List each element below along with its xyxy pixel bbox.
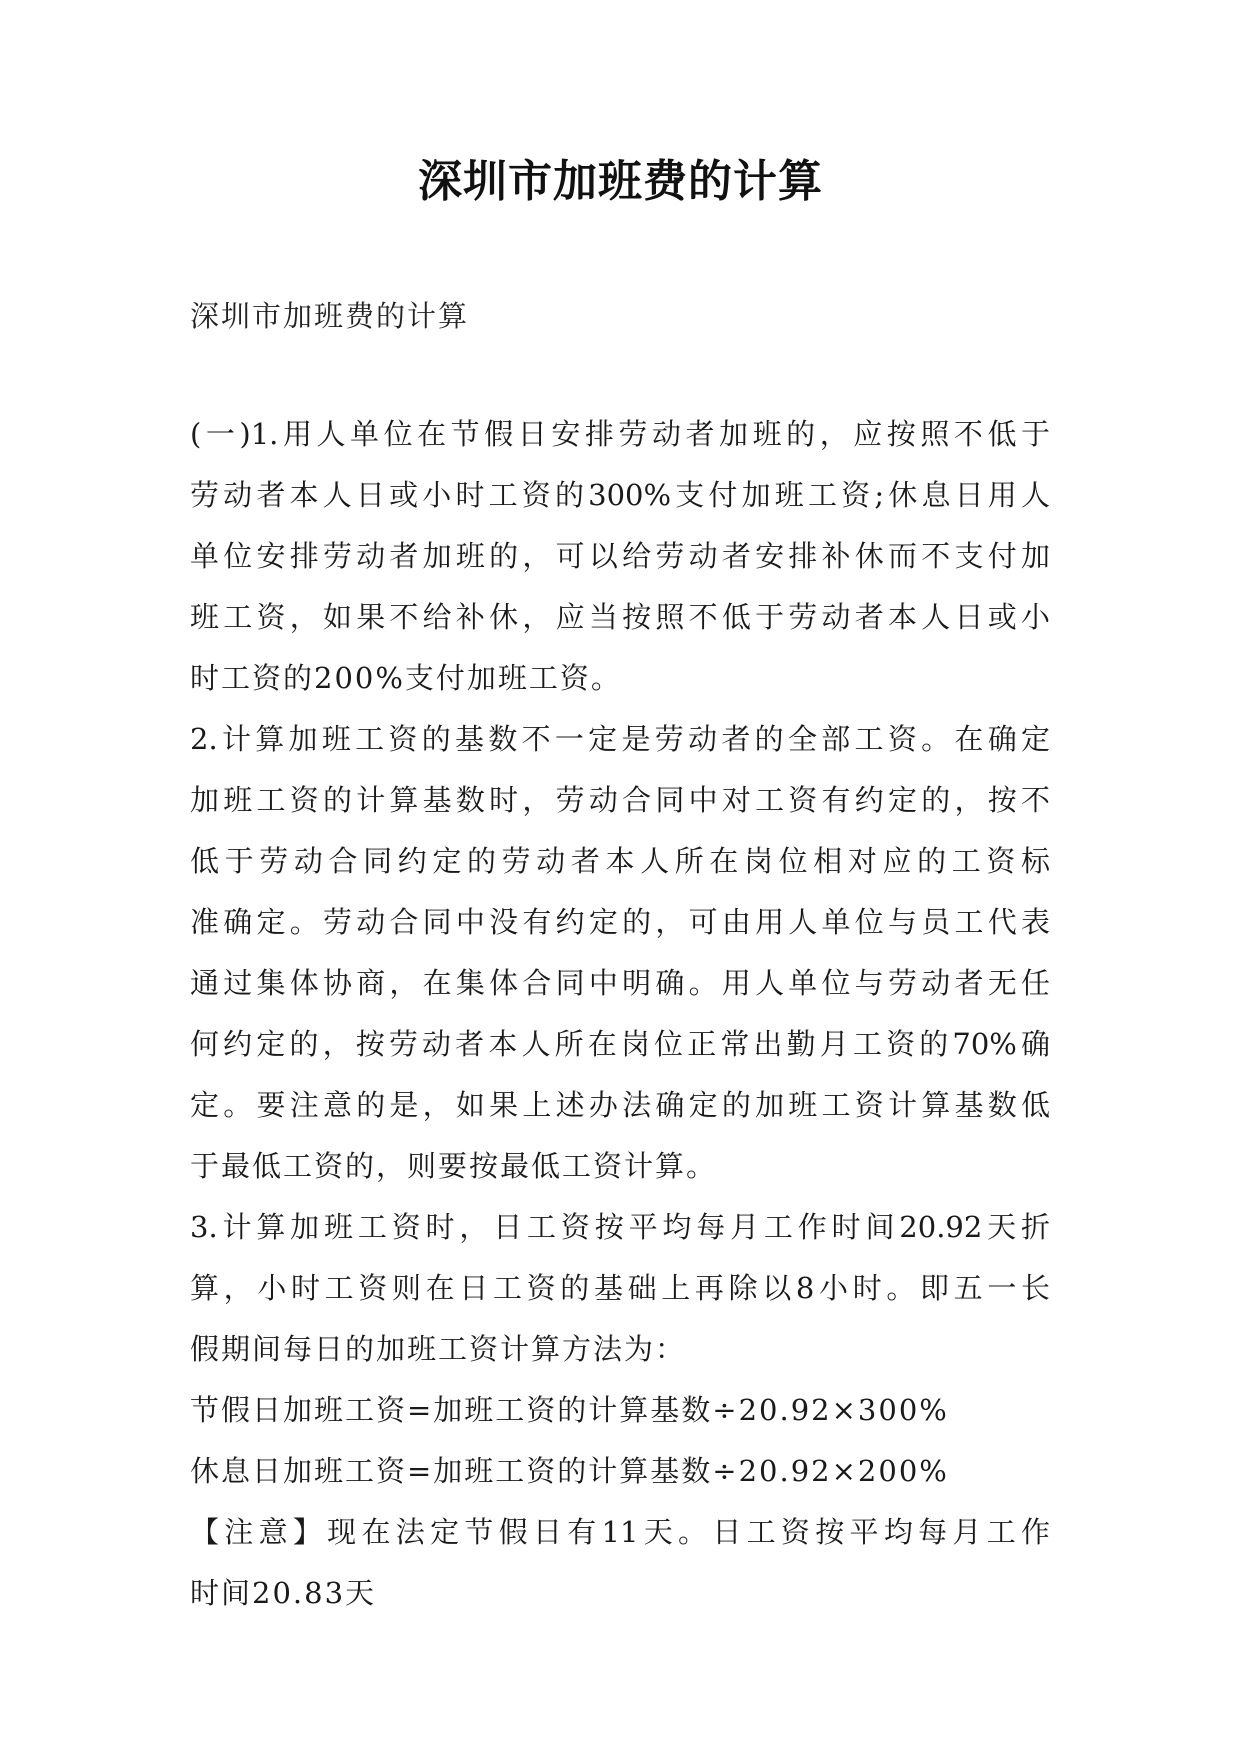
body-text-line: 劳动者本人日或小时工资的300%支付加班工资;休息日用人 xyxy=(190,478,1050,512)
body-text-line: 何约定的，按劳动者本人所在岗位正常出勤月工资的70%确 xyxy=(190,1027,1050,1061)
body-text-line: 准确定。劳动合同中没有约定的，可由用人单位与员工代表 xyxy=(190,905,1050,939)
body-text-line: 定。要注意的是，如果上述办法确定的加班工资计算基数低 xyxy=(190,1088,1050,1122)
body-text-line: 【注意】现在法定节假日有11天。日工资按平均每月工作 xyxy=(190,1515,1050,1549)
body-text-line: 假期间每日的加班工资计算方法为： xyxy=(190,1332,687,1366)
body-text-line: 算，小时工资则在日工资的基础上再除以8小时。即五一长 xyxy=(190,1271,1050,1305)
body-text-line: 通过集体协商，在集体合同中明确。用人单位与劳动者无任 xyxy=(190,966,1050,1000)
document-subtitle: 深圳市加班费的计算 xyxy=(190,299,470,333)
body-text-line: 单位安排劳动者加班的，可以给劳动者安排补休而不支付加 xyxy=(190,539,1050,573)
body-text-line: 时间20.83天 xyxy=(190,1576,377,1610)
body-text-line: 休息日加班工资=加班工资的计算基数÷20.92×200% xyxy=(190,1454,949,1488)
body-text-line: 时工资的200%支付加班工资。 xyxy=(190,661,622,695)
body-text-line: 3.计算加班工资时，日工资按平均每月工作时间20.92天折 xyxy=(190,1210,1050,1244)
body-text-line: 班工资，如果不给补休，应当按照不低于劳动者本人日或小 xyxy=(190,600,1050,634)
document-body xyxy=(190,404,1050,1624)
body-text-line: (一)1.用人单位在节假日安排劳动者加班的，应按照不低于 xyxy=(190,417,1050,451)
body-text-line: 节假日加班工资=加班工资的计算基数÷20.92×300% xyxy=(190,1393,949,1427)
body-text-line: 于最低工资的，则要按最低工资计算。 xyxy=(190,1149,718,1183)
body-text-line: 2.计算加班工资的基数不一定是劳动者的全部工资。在确定 xyxy=(190,722,1050,756)
document-title: 深圳市加班费的计算 xyxy=(418,156,823,207)
body-text-line: 加班工资的计算基数时，劳动合同中对工资有约定的，按不 xyxy=(190,783,1050,817)
body-text-line: 低于劳动合同约定的劳动者本人所在岗位相对应的工资标 xyxy=(190,844,1050,878)
